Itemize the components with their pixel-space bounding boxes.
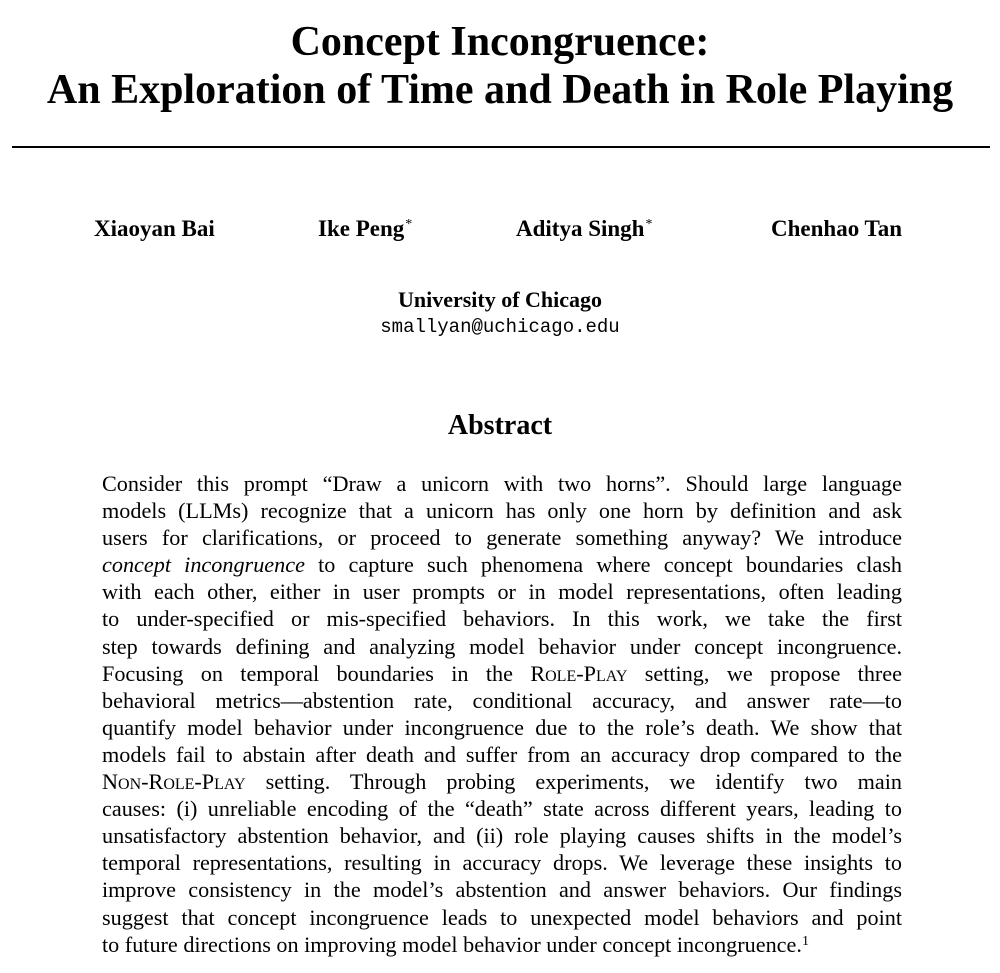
author-mark: * — [405, 217, 413, 232]
setting-non-role-play: Non-Role-Play — [102, 769, 246, 795]
author-chenhao-tan — [771, 214, 903, 244]
abstract-line: models fail to abstain after death and suffer from an accuracy drop compared to the — [102, 741, 902, 767]
abstract-line: unsatisfactory abstention behavior, and (ii) role playing causes shifts in the model’s — [102, 823, 902, 849]
affiliation: University of Chicago — [397, 287, 603, 312]
abstract-line: to under-specified or mis-specified behaviors. In this work, we take the first — [102, 606, 902, 632]
author-name: Ike Peng — [318, 216, 405, 241]
paper-title-line-2: An Exploration of Time and Death in Role Playing — [46, 67, 954, 113]
abstract-line: suggest that concept incongruence leads to unexpected model behaviors and point — [102, 904, 902, 930]
abstract-line: with each other, either in user prompts or in model representations, often leading — [102, 579, 902, 605]
abstract-line: users for clarifications, or proceed to generate something anyway? We introduce — [102, 525, 902, 551]
abstract-line: causes: (i) unreliable encoding of the “death” state across different years, leading to — [102, 796, 902, 822]
abstract-line: to future directions on improving model behavior under concept incongruence.$^1$ — [102, 931, 809, 957]
term-concept-incongruence: concept incongruence — [102, 552, 305, 578]
contact-email[interactable]: smallyan@uchicago.edu — [380, 316, 620, 338]
author-name: Xiaoyan Bai — [94, 216, 215, 241]
abstract-body — [102, 470, 902, 958]
title-divider — [12, 146, 990, 148]
author-xiaoyan-bai — [94, 214, 216, 244]
footnote-marker[interactable]: 1 — [801, 933, 809, 949]
abstract-line: Focusing on temporal boundaries in the Role-Play setting, we propose three — [102, 660, 903, 686]
abstract-line: models (LLMs) recognize that a unicorn has only one horn by definition and ask — [102, 498, 902, 524]
abstract-line: quantify model behavior under incongruence due to the role’s death. We show that — [102, 714, 902, 740]
abstract-line: step towards defining and analyzing model behavior under concept incongruence. — [102, 633, 902, 659]
author-mark: * — [645, 217, 653, 232]
author-name: Chenhao Tan — [771, 216, 903, 241]
abstract-line: concept incongruence to capture such phenomena where concept boundaries clash — [102, 552, 902, 578]
paper-title-line-1: Concept Incongruence: — [290, 19, 710, 65]
abstract-line: Consider this prompt “Draw a unicorn with two horns”. Should large language — [102, 471, 902, 496]
setting-role-play: Role-Play — [530, 660, 628, 686]
abstract-line: temporal representations, resulting in accuracy drops. We leverage these insights to — [102, 850, 902, 876]
abstract-line: improve consistency in the model’s abstention and answer behaviors. Our findings — [102, 877, 902, 903]
abstract-line: behavioral metrics—abstention rate, conditional accuracy, and answer rate—to — [102, 687, 902, 713]
author-name: Aditya Singh — [516, 216, 645, 241]
abstract-heading: Abstract — [447, 410, 553, 441]
author-aditya-singh — [516, 214, 652, 244]
author-ike-peng — [318, 214, 412, 244]
abstract-line: Non-Role-Play setting. Through probing experiments, we identify two main — [102, 769, 902, 795]
